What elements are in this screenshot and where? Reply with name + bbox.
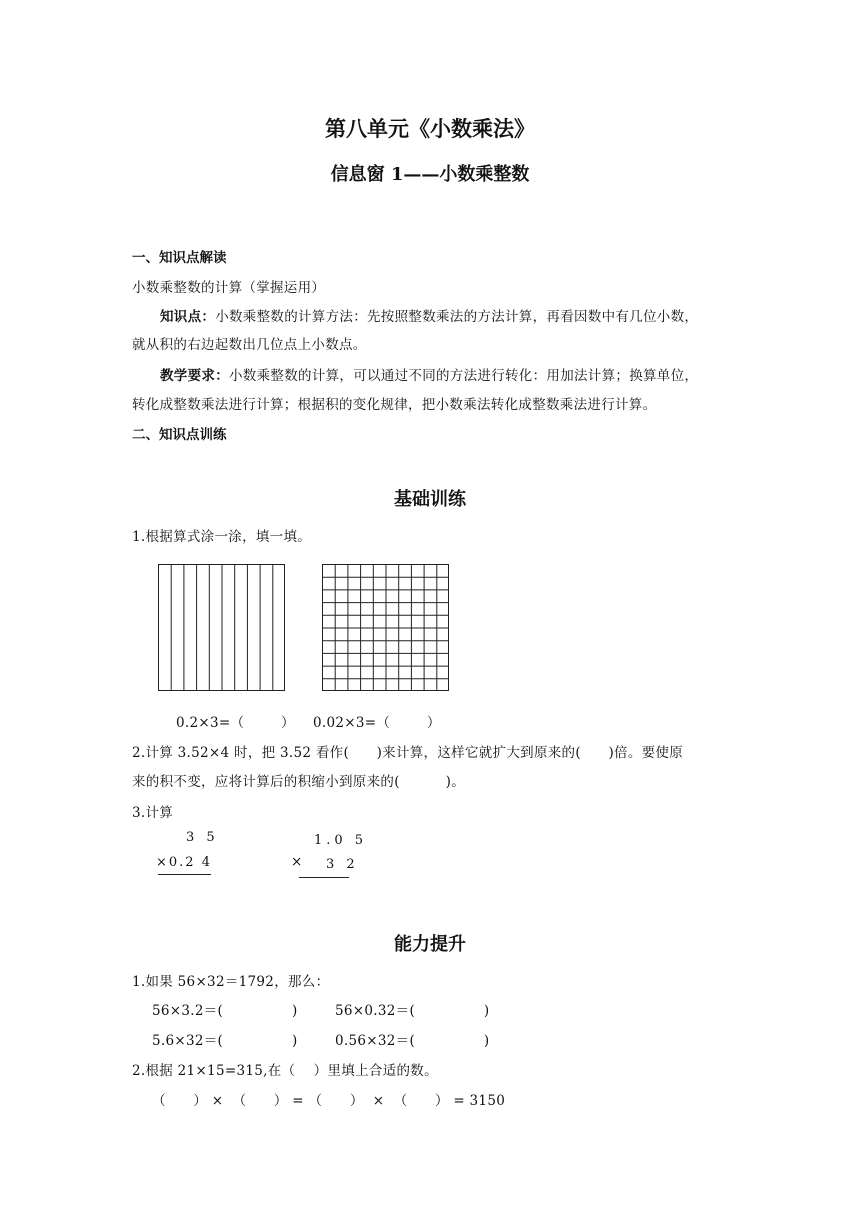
advanced-r1a: 56×3.2＝( ) [152, 1003, 298, 1019]
advanced-q1: 1.如果 56×32＝1792，那么： [132, 974, 330, 990]
hundredths-grid [322, 564, 450, 692]
section-2-heading: 二、知识点训练 [132, 427, 227, 443]
intro-line: 小数乘整数的计算（掌握运用） [132, 280, 326, 296]
section-1-heading: 一、知识点解读 [132, 250, 227, 266]
advanced-q2: 2.根据 21×15=315,在（ ）里填上合适的数。 [132, 1063, 438, 1079]
knowledge-point-text-1: 小数乘整数的计算方法：先按照整数乘法的方法计算，再看因数中有几位小数， [215, 309, 699, 325]
advanced-r2a: 5.6×32＝( ) [152, 1033, 298, 1049]
advanced-heading: 能力提升 [394, 934, 466, 955]
knowledge-point-paragraph [160, 305, 698, 325]
calc1-top: 3 5 [186, 830, 219, 845]
calc2-sign: × [291, 854, 303, 870]
calc1-rule [158, 874, 211, 875]
basic-q1-eq2: 0.02×3=（ ） [313, 715, 441, 731]
basic-q2-line2: 来的积不变，应将计算后的积缩小到原来的( )。 [132, 774, 466, 790]
basic-training-heading: 基础训练 [394, 489, 466, 510]
calc1-bottom: ×0.2 4 [156, 855, 212, 870]
requirement-paragraph [160, 364, 698, 384]
knowledge-point-text-2: 就从积的右边起数出几位点上小数点。 [132, 337, 367, 353]
calc2-rule [299, 877, 349, 878]
requirement-text-2: 转化成整数乘法进行计算；根据积的变化规律，把小数乘法转化成整数乘法进行计算。 [132, 397, 657, 413]
knowledge-point-label: 知识点： [160, 309, 216, 325]
calc2-top: 1.0 5 [314, 833, 368, 848]
tenths-grid [158, 564, 286, 692]
requirement-label: 教学要求： [160, 368, 229, 384]
calc2-bottom: 3 2 [326, 857, 359, 872]
basic-q1-eq1: 0.2×3=（ ） [176, 715, 295, 731]
page-subtitle: 信息窗 1——小数乘整数 [330, 164, 530, 185]
requirement-text-1: 小数乘整数的计算，可以通过不同的方法进行转化：用加法计算；换算单位， [229, 368, 699, 384]
advanced-r1b: 56×0.32＝( ) [335, 1003, 490, 1019]
advanced-q2-equation: （ ） × （ ） = （ ） × （ ） = 3150 [152, 1093, 506, 1109]
page-title: 第八单元《小数乘法》 [325, 116, 535, 141]
advanced-r2b: 0.56×32＝( ) [335, 1033, 490, 1049]
basic-q3: 3.计算 [132, 805, 174, 821]
basic-q1: 1.根据算式涂一涂，填一填。 [132, 529, 312, 545]
basic-q2-line1: 2.计算 3.52×4 时，把 3.52 看作( )来计算，这样它就扩大到原来的( )倍。要使原 [132, 745, 684, 761]
